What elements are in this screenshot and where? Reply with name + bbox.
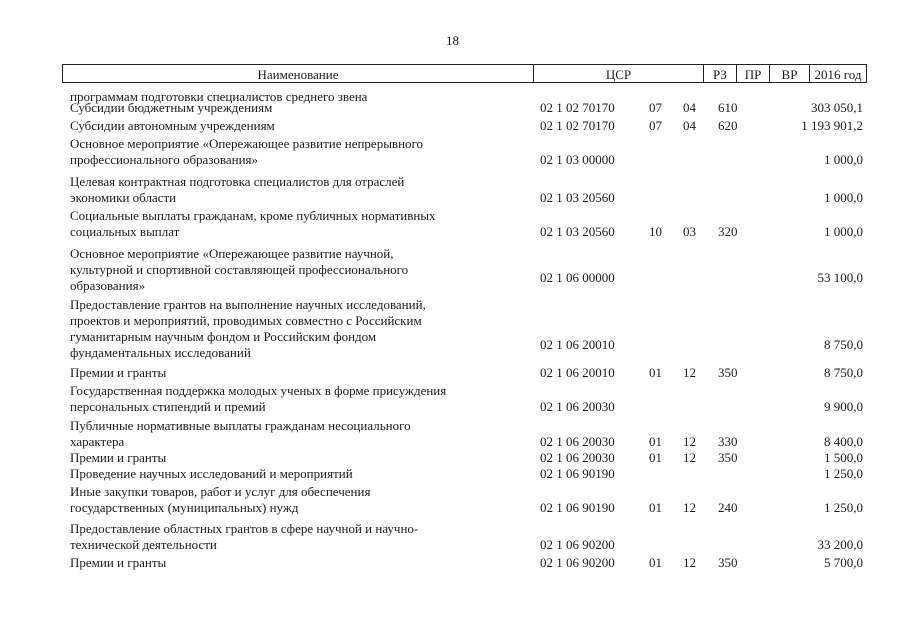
row-csr: 02 1 06 20010 [540, 365, 615, 380]
row-csr: 02 1 06 90200 [540, 537, 615, 552]
row-pr: 12 [683, 365, 696, 380]
row-csr: 02 1 06 20030 [540, 399, 615, 414]
row-amount: 1 000,0 [824, 190, 863, 205]
table-row [0, 118, 905, 136]
table-row [0, 208, 905, 246]
table-row [0, 521, 905, 555]
row-amount: 1 000,0 [824, 224, 863, 239]
row-name: Государственная поддержка молодых ученых в форме присуждения персональных стипендий и премий [70, 383, 447, 414]
row-name: Иные закупки товаров, работ и услуг для обеспечения государственных (муниципальных) нужд [70, 484, 371, 515]
row-rz: 01 [649, 365, 662, 380]
table-row [0, 418, 905, 450]
row-vr: 620 [718, 118, 738, 133]
table-body [0, 89, 905, 571]
row-amount: 1 193 901,2 [801, 118, 863, 133]
row-amount: 9 900,0 [824, 399, 863, 414]
row-vr: 240 [718, 500, 738, 515]
row-amount: 5 700,0 [824, 555, 863, 570]
table-row [0, 100, 905, 118]
row-name: Субсидии автономным учреждениям [70, 118, 275, 133]
row-name: Публичные нормативные выплаты гражданам несоциального характера [70, 418, 411, 449]
row-csr: 02 1 02 70170 [540, 118, 615, 133]
header-pr: ПР [736, 65, 769, 82]
row-csr: 02 1 03 20560 [540, 190, 615, 205]
row-csr: 02 1 06 20010 [540, 337, 615, 352]
header-rz: РЗ [703, 65, 736, 82]
row-name: Основное мероприятие «Опережающее развитие научной, культурной и спортивной составляющей профессионального образования» [70, 246, 409, 293]
row-name: Предоставление грантов на выполнение научных исследований, проектов и мероприятий, проводимых совместно с Российским гуманитарным научным фондом и Российским фондом фундаментальных исследований [70, 297, 426, 360]
row-vr: 350 [718, 450, 738, 465]
row-csr: 02 1 02 70170 [540, 100, 615, 115]
table-row [0, 89, 905, 104]
page-number: 18 [446, 33, 459, 48]
row-vr: 320 [718, 224, 738, 239]
row-csr: 02 1 06 90190 [540, 466, 615, 481]
header-name: Наименование [257, 67, 339, 82]
table-row [0, 297, 905, 365]
row-amount: 1 250,0 [824, 466, 863, 481]
row-rz: 07 [649, 100, 662, 115]
row-name: программам подготовки специалистов среднего звена [70, 89, 368, 104]
row-name: Предоставление областных грантов в сфере научной и научно- технической деятельности [70, 521, 419, 552]
row-name: Основное мероприятие «Опережающее развитие непрерывного профессионального образования» [70, 136, 424, 167]
row-pr: 03 [683, 224, 696, 239]
row-rz: 07 [649, 118, 662, 133]
table-row [0, 365, 905, 383]
row-vr: 610 [718, 100, 738, 115]
table-header [62, 64, 867, 83]
row-csr: 02 1 03 20560 [540, 224, 615, 239]
table-row [0, 136, 905, 174]
row-pr: 12 [683, 450, 696, 465]
row-vr: 350 [718, 365, 738, 380]
row-amount: 303 050,1 [811, 100, 863, 115]
table-row [0, 383, 905, 418]
row-name: Премии и гранты [70, 365, 167, 380]
row-csr: 02 1 06 20030 [540, 450, 615, 465]
row-amount: 1 250,0 [824, 500, 863, 515]
row-name: Целевая контрактная подготовка специалистов для отраслей экономики области [70, 174, 405, 205]
row-rz: 01 [649, 434, 662, 449]
header-csr: ЦСР [533, 65, 703, 82]
row-rz: 01 [649, 450, 662, 465]
table-row [0, 466, 905, 484]
row-rz: 01 [649, 555, 662, 570]
row-pr: 12 [683, 500, 696, 515]
row-vr: 330 [718, 434, 738, 449]
row-vr: 350 [718, 555, 738, 570]
row-amount: 1 000,0 [824, 152, 863, 167]
row-pr: 04 [683, 100, 696, 115]
row-pr: 12 [683, 434, 696, 449]
row-name: Премии и гранты [70, 450, 167, 465]
row-amount: 8 400,0 [824, 434, 863, 449]
row-name: Проведение научных исследований и мероприятий [70, 466, 353, 481]
table-row [0, 450, 905, 466]
row-pr: 12 [683, 555, 696, 570]
table-row [0, 174, 905, 208]
row-csr: 02 1 06 00000 [540, 270, 615, 285]
row-name: Социальные выплаты гражданам, кроме публичных нормативных социальных выплат [70, 208, 436, 239]
row-name: Премии и гранты [70, 555, 167, 570]
row-name: Субсидии бюджетным учреждениям [70, 100, 273, 115]
row-amount: 53 100,0 [817, 270, 863, 285]
header-vr: ВР [769, 65, 809, 82]
header-year: 2016 год [809, 65, 866, 82]
row-rz: 10 [649, 224, 662, 239]
row-amount: 8 750,0 [824, 337, 863, 352]
row-pr: 04 [683, 118, 696, 133]
table-row [0, 555, 905, 571]
row-csr: 02 1 06 90190 [540, 500, 615, 515]
row-amount: 8 750,0 [824, 365, 863, 380]
row-csr: 02 1 06 20030 [540, 434, 615, 449]
table-row [0, 484, 905, 521]
row-amount: 1 500,0 [824, 450, 863, 465]
row-csr: 02 1 03 00000 [540, 152, 615, 167]
row-csr: 02 1 06 90200 [540, 555, 615, 570]
row-amount: 33 200,0 [817, 537, 863, 552]
table-row [0, 246, 905, 297]
row-rz: 01 [649, 500, 662, 515]
